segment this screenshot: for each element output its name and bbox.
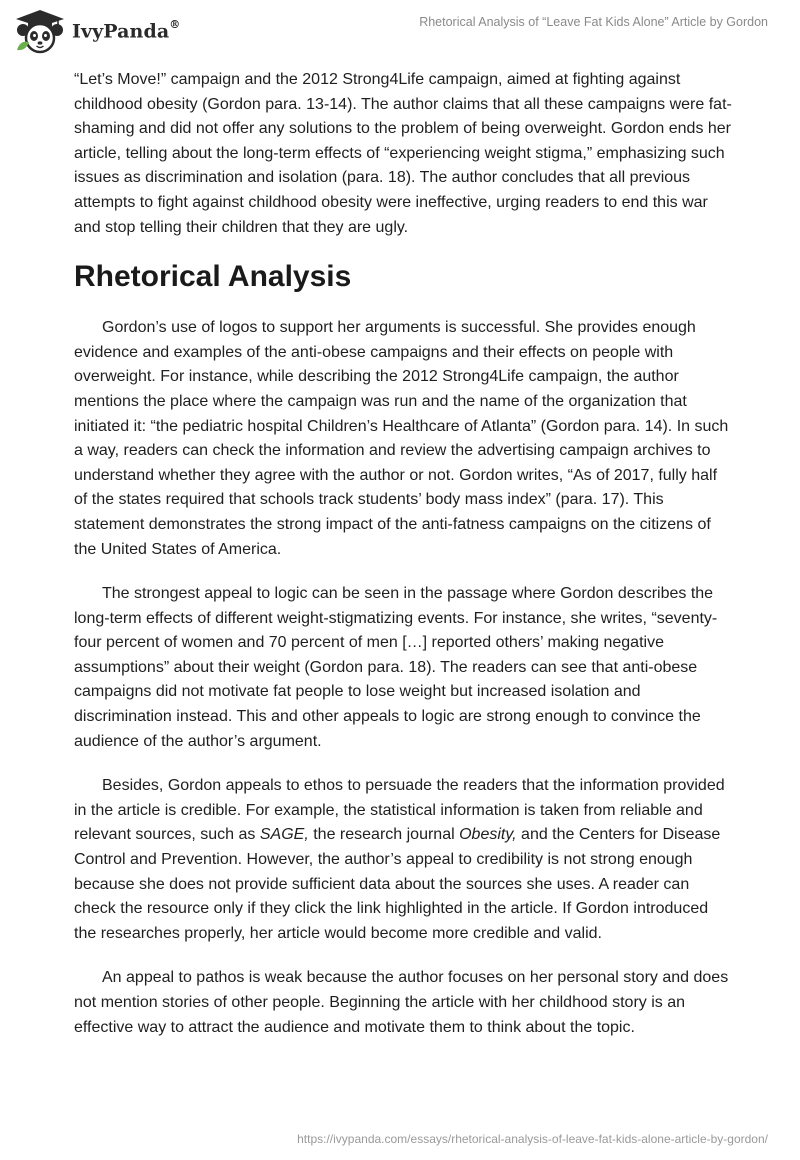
pathos-paragraph: An appeal to pathos is weak because the author focuses on her personal story and does not mention stories of other people. Beginning the article with her childhood story is an effective way to attract the audience and motivate them to think about the topic. [74, 969, 729, 1036]
trademark-mark: ® [169, 17, 181, 31]
section-heading: Rhetorical Analysis [74, 260, 352, 294]
source-url[interactable]: https://ivypanda.com/essays/rhetorical-analysis-of-leave-fat-kids-alone-article-by-gordon/ [297, 1132, 768, 1146]
sage-title: SAGE, [259, 826, 309, 844]
panda-graduate-icon [14, 8, 66, 54]
obesity-journal-title: Obesity, [459, 826, 517, 844]
page-header [0, 0, 800, 60]
intro-paragraph: “Let’s Move!” campaign and the 2012 Strong4Life campaign, aimed at fighting against childhood obesity (Gordon para. 13-14). The author claims that all these campaigns were fat-shaming and did not offer any solutions to the problem of being overweight. Gordon ends her article, telling about the long-term effects of “experiencing weight stigma,” emphasizing such issues as discrimination and isolation (para. 18). The author concludes that all previous attempts to fight against childhood obesity were ineffective, urging readers to end this war and stop telling their children that they are ugly. [74, 71, 732, 236]
brand-name: IvyPanda® [72, 17, 181, 43]
ivypanda-logo[interactable] [14, 8, 180, 54]
logic-paragraph: The strongest appeal to logic can be seen in the passage where Gordon describes the long-term effects of different weight-stigmatizing events. For instance, she writes, “seventy-four percent of women and 70 percent of men […] reported others’ making negative assumptions” about their weight (Gordon para. 18). The readers can see that anti-obese campaigns did not motivate fat people to lose weight but increased isolation and discrimination instead. This and other appeals to logic are strong enough to convince the audience of the author’s argument. [74, 585, 718, 750]
logos-paragraph: Gordon’s use of logos to support her arguments is successful. She provides enough evidence and examples of the anti-obese campaigns and their effects on people with overweight. For instance, while describing the 2012 Strong4Life campaign, the author mentions the place where the campaign was run and the name of the organization that initiated it: “the pediatric hospital Children’s Healthcare of Atlanta” (Gordon para. 14). In such a way, readers can check the information and review the advertising campaign archives to understand whether they agree with the author or not. Gordon writes, “As of 2017, fully half of the states required that schools track students’ body mass index” (para. 17). This statement demonstrates the strong impact of the anti-fatness campaigns on the citizens of the United States of America. [74, 319, 729, 558]
document-title: Rhetorical Analysis of “Leave Fat Kids Alone” Article by Gordon [419, 15, 768, 29]
ethos-paragraph: Besides, Gordon appeals to ethos to persuade the readers that the information provided in the article is credible. For example, the statistical information is taken from reliable and relevant sources, such as SAGE, the research journal Obesity, and the Centers for Disease Control and Prevention. However, the author’s appeal to credibility is not strong enough because she does not provide sufficient data about the sources she uses. A reader can check the resource only if they click the link highlighted in the article. If Gordon introduced the researches properly, her article would become more credible and valid. [74, 777, 725, 942]
article-body [74, 68, 734, 1060]
